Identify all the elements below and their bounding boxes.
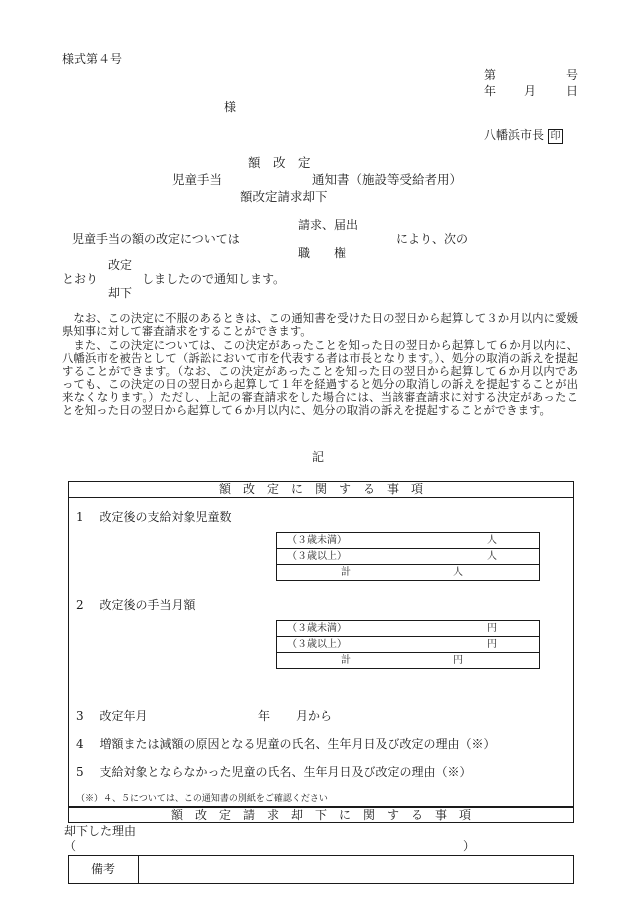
title-left: 児童手当: [172, 172, 223, 187]
table-row-total: [277, 565, 539, 580]
item3-month-from: 月から: [296, 709, 333, 723]
title-top: 額 改 定: [248, 155, 311, 170]
section2-header-divider: [68, 822, 574, 823]
reject-reason-paren-open: （: [64, 839, 77, 853]
title-bottom: 額改定請求却下: [240, 189, 328, 204]
document-number-dai: 第: [484, 68, 497, 82]
row-label: （３歳以上）: [287, 551, 347, 562]
intro-choice-bottom: 却下: [108, 286, 133, 300]
remarks-box: [68, 855, 574, 884]
total-label: 計: [341, 655, 351, 666]
item3-year: 年: [258, 709, 271, 723]
table-row: [277, 533, 539, 549]
section1-note: （※）４、５については、この通知書の別紙をご確認ください: [76, 794, 328, 804]
remarks-label: 備考: [90, 862, 115, 876]
row-label: （３歳未満）: [287, 623, 347, 634]
date-month: 月: [524, 84, 537, 98]
intro-line-start: 児童手当の額の改定については: [72, 232, 240, 246]
item1-label: 1 改定後の支給対象児童数: [76, 510, 232, 524]
row-unit: 円: [487, 623, 497, 634]
remarks-divider: [138, 855, 139, 884]
table-row-total: [277, 653, 539, 668]
ki-marker: 記: [312, 450, 325, 464]
row-unit: 人: [487, 535, 497, 546]
row-unit: 円: [487, 639, 497, 650]
issuer: [484, 128, 563, 144]
item3-label: 3 改定年月: [76, 709, 148, 723]
intro-option-top: 請求、届出: [298, 218, 359, 232]
document-number-go: 号: [566, 68, 579, 82]
intro-choice-top: 改定: [108, 258, 133, 272]
date-year: 年: [484, 84, 497, 98]
section1-header: 額 改 定 に 関 す る 事 項: [218, 482, 423, 496]
intro-prefix: とおり: [62, 272, 99, 286]
table-row: [277, 549, 539, 565]
paragraph-lawsuit: また、この決定については、この決定があったことを知った日の翌日から起算して６か月以内に、八幡浜市を被告として（訴訟において市を代表する者は市長となります。）、処分の取消の訴えを提起することができます。（なお、この決定があったことを知った日の翌日から起算して６か月以内であっても、この決定の日の翌日から起算して１年を経過すると処分の取消しの訴えを提起することが出来なくなります。）ただし、上記の審査請求をした場合には、当該審査請求に対する決定があったことを知った日の翌日から起算して６か月以内に、処分の取消の訴えを提起することができます。: [62, 338, 578, 417]
intro-suffix: しましたので通知します。: [142, 272, 286, 286]
row-label: （３歳未満）: [287, 535, 347, 546]
row-unit: 人: [487, 551, 497, 562]
item5-label: 5 支給対象とならなかった児童の氏名、生年月日及び改定の理由（※）: [76, 765, 472, 779]
title-right: 通知書（施設等受給者用）: [312, 172, 463, 187]
table-row: [277, 637, 539, 653]
children-count-table: [276, 532, 540, 581]
reject-reason-paren-close[interactable]: ）: [463, 839, 476, 853]
mayor-title: 八幡浜市長: [484, 128, 545, 142]
section1-header-divider: [68, 497, 574, 498]
intro-option-bottom: 職 権: [298, 246, 347, 260]
row-label: （３歳以上）: [287, 639, 347, 650]
total-unit: 人: [453, 567, 463, 578]
total-unit: 円: [453, 655, 463, 666]
monthly-amount-table: [276, 620, 540, 669]
date-day: 日: [566, 84, 579, 98]
seal-mark: 印: [548, 129, 563, 144]
item2-label: 2 改定後の手当月額: [76, 598, 196, 612]
total-label: 計: [341, 567, 351, 578]
paragraph-appeal: なお、この決定に不服のあるときは、この通知書を受けた日の翌日から起算して３か月以内に愛媛県知事に対して審査請求をすることができます。: [62, 311, 578, 338]
form-number: 様式第４号: [62, 52, 123, 66]
intro-line-end: により、次の: [396, 232, 469, 246]
reject-reason-label: 却下した理由: [64, 824, 137, 838]
table-row: [277, 621, 539, 637]
item4-label: 4 増額または減額の原因となる児童の氏名、生年月日及び改定の理由（※）: [76, 737, 496, 751]
section2-header: 額 改 定 請 求 却 下 に 関 す る 事 項: [170, 808, 471, 822]
recipient-sama: 様: [224, 100, 237, 114]
